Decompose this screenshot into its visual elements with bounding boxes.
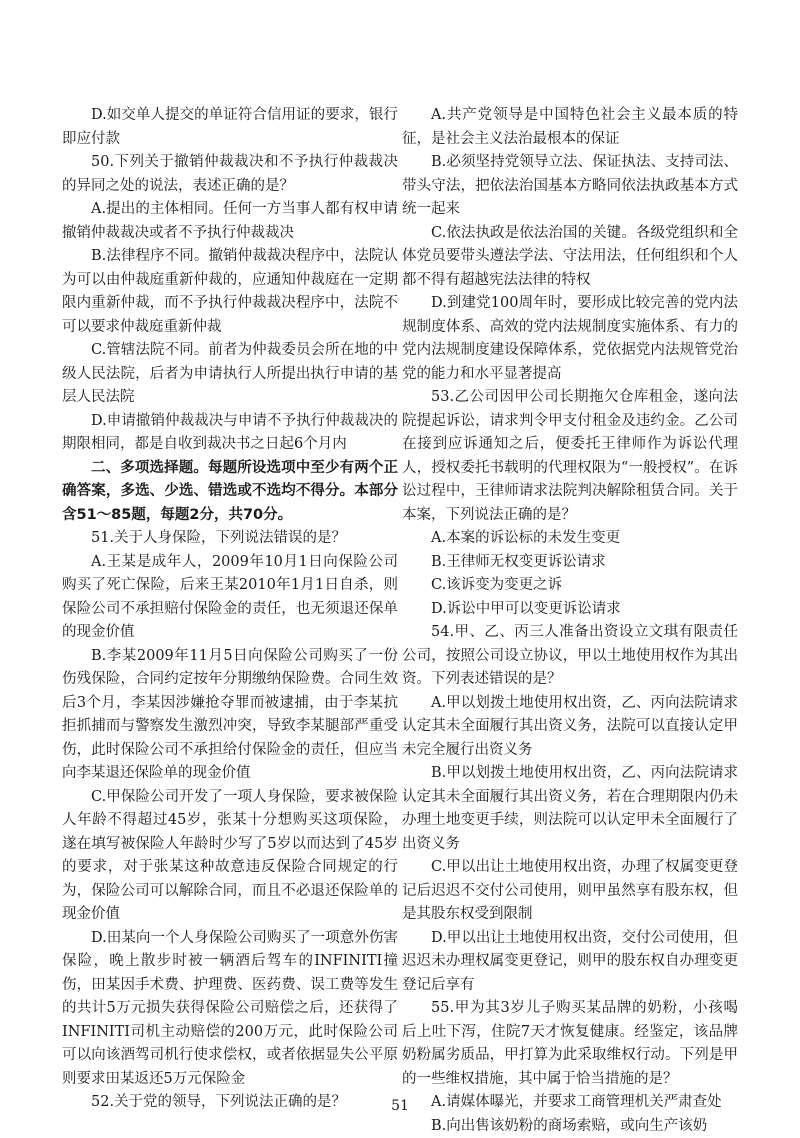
text-paragraph: A.共产党领导是中国特色社会主义最本质的特征，是社会主义法治最根本的保证 (402, 104, 738, 151)
right-column (402, 104, 738, 1138)
section-heading: 二、多项选择题。每题所设选项中至少有两个正确答案，多选、少选、错选或不选均不得分。本部分含51～85题，每题2分，共70分。 (62, 457, 398, 528)
left-column (62, 104, 398, 1115)
text-paragraph: D.到建党100周年时，要形成比较完善的党内法规制度体系、高效的党内法规制度实施体系、有力的党内法规制度建设保障体系，党依据党内法规管党治党的能力和水平显著提高 (402, 292, 738, 386)
text-paragraph: 50.下列关于撤销仲裁裁决和不予执行仲裁裁决的异同之处的说法，表述正确的是？ (62, 151, 398, 198)
text-paragraph: B.向出售该奶粉的商场索赔，或向生产该奶 (402, 1115, 738, 1138)
text-paragraph: 52.关于党的领导，下列说法正确的是？ (62, 1091, 398, 1115)
text-paragraph: C.该诉变为变更之诉 (402, 574, 738, 598)
text-paragraph: 55.甲为其3岁儿子购买某品牌的奶粉，小孩喝后上吐下泻，住院7天才恢复健康。经鉴定，该品牌奶粉属劣质品，甲打算为此采取维权行动。下列是甲的一些维权措施，其中属于恰当措施的是？ (402, 997, 738, 1091)
text-paragraph: 53.乙公司因甲公司长期拖欠仓库租金，遂向法院提起诉讼，请求判令甲支付租金及违约金。乙公司在接到应诉通知之后，便委托王律师作为诉讼代理人，授权委托书载明的代理权限为“一般授权”。在诉讼过程中，王律师请求法院判决解除租赁合同。关于本案，下列说法正确的是？ (402, 386, 738, 527)
page-number: 51 (0, 1098, 800, 1114)
text-paragraph: C.甲以出让土地使用权出资，办理了权属变更登记后迟迟不交付公司使用，则甲虽然享有股东权，但是其股东权受到限制 (402, 856, 738, 927)
text-paragraph: B.王律师无权变更诉讼请求 (402, 551, 738, 575)
text-paragraph: D.甲以出让土地使用权出资，交付公司使用，但迟迟未办理权属变更登记，则甲的股东权自办理变更登记后享有 (402, 927, 738, 998)
text-paragraph: D.如交单人提交的单证符合信用证的要求，银行即应付款 (62, 104, 398, 151)
text-paragraph: A.提出的主体相同。任何一方当事人都有权申请撤销仲裁裁决或者不予执行仲裁裁决 (62, 198, 398, 245)
text-paragraph: A.甲以划拨土地使用权出资，乙、丙向法院请求认定其未全面履行其出资义务，法院可以直接认定甲未完全履行出资义务 (402, 692, 738, 763)
text-paragraph: A.王某是成年人，2009年10月1日向保险公司购买了死亡保险，后来王某2010年1月1日自杀，则保险公司不承担赔付保险金的责任，也无须退还保单的现金价值 (62, 551, 398, 645)
text-paragraph: 51.关于人身保险，下列说法错误的是？ (62, 527, 398, 551)
text-paragraph: B.李某2009年11月5日向保险公司购买了一份伤残保险，合同约定按年分期缴纳保险费。合同生效后3个月，李某因涉嫌抢夺罪而被逮捕，由于李某抗拒抓捕而与警察发生激烈冲突，导致李某腿部严重受伤，此时保险公司不承担给付保险金的责任，但应当向李某退还保险单的现金价值 (62, 645, 398, 786)
text-paragraph: D.申请撤销仲裁裁决与申请不予执行仲裁裁决的期限相同，都是自收到裁决书之日起6个月内 (62, 410, 398, 457)
text-paragraph: C.甲保险公司开发了一项人身保险，要求被保险人年龄不得超过45岁，张某十分想购买这项保险，遂在填写被保险人年龄时少写了5岁以而达到了45岁的要求，对于张某这种故意违反保险合同规定的行为，保险公司可以解除合同，而且不必退还保险单的现金价值 (62, 786, 398, 927)
text-paragraph: B.必须坚持党领导立法、保证执法、支持司法、带头守法，把依法治国基本方略同依法执政基本方式统一起来 (402, 151, 738, 222)
text-paragraph: D.诉讼中甲可以变更诉讼请求 (402, 598, 738, 622)
text-paragraph: A.请媒体曝光，并要求工商管理机关严肃查处 (402, 1091, 738, 1115)
text-paragraph: B.甲以划拨土地使用权出资，乙、丙向法院请求认定其未全面履行其出资义务，若在合理期限内仍未办理土地变更手续，则法院可以认定甲未全面履行了出资义务 (402, 762, 738, 856)
text-paragraph: D.田某向一个人身保险公司购买了一项意外伤害保险，晚上散步时被一辆酒后驾车的INFINITI撞伤，田某因手术费、护理费、医药费、误工费等发生的共计5万元损失获得保险公司赔偿之后，还获得了INFINITI司机主动赔偿的200万元，此时保险公司可以向该酒驾司机行使求偿权，或者依据显失公平原则要求田某返还5万元保险金 (62, 927, 398, 1092)
text-paragraph: 54.甲、乙、丙三人准备出资设立文琪有限责任公司，按照公司设立协议，甲以土地使用权作为其出资。下列表述错误的是？ (402, 621, 738, 692)
text-paragraph: C.依法执政是依法治国的关键。各级党组织和全体党员要带头遵法学法、守法用法，任何组织和个人都不得有超越宪法法律的特权 (402, 222, 738, 293)
text-paragraph: C.管辖法院不同。前者为仲裁委员会所在地的中级人民法院，后者为申请执行人所提出执行申请的基层人民法院 (62, 339, 398, 410)
text-paragraph: B.法律程序不同。撤销仲裁裁决程序中，法院认为可以由仲裁庭重新仲裁的，应通知仲裁庭在一定期限内重新仲裁，而不予执行仲裁裁决程序中，法院不可以要求仲裁庭重新仲裁 (62, 245, 398, 339)
text-paragraph: A.本案的诉讼标的未发生变更 (402, 527, 738, 551)
